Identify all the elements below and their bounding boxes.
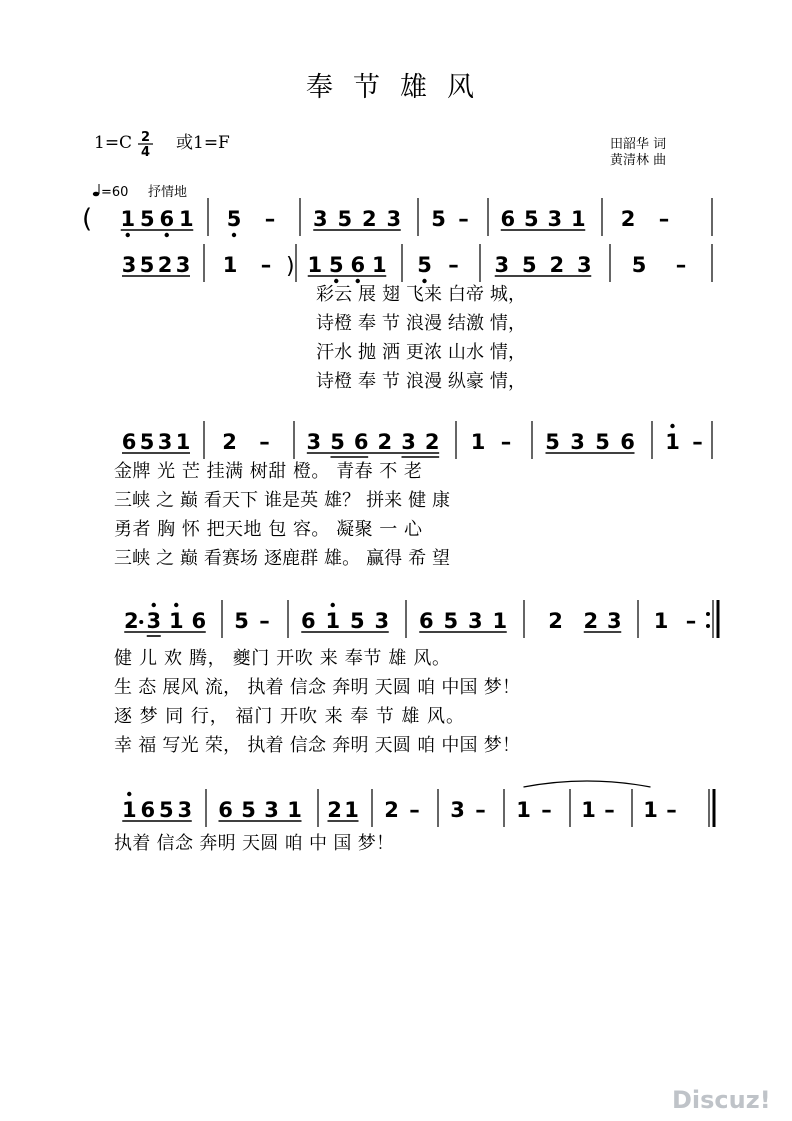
dash-note: – [458, 207, 469, 231]
dash-note: – [500, 430, 512, 454]
note: 6 [418, 609, 434, 633]
note: 2 [620, 207, 636, 231]
note: 3 [157, 430, 173, 454]
note: 6 [140, 798, 156, 822]
note: 1 [178, 207, 194, 231]
note: 6 [353, 430, 369, 454]
note: 3 [401, 430, 416, 454]
note: 1 [120, 207, 136, 231]
note: 2 [384, 798, 399, 822]
time-signature-bottom: 4 [141, 145, 151, 160]
tempo-value: =60 [101, 185, 129, 200]
quarter-note-icon [93, 184, 99, 196]
note: 1 [643, 798, 658, 822]
note: 5 [139, 207, 155, 231]
low-octave-dot [232, 233, 236, 237]
lyric-line: 诗橙 奉 节 浪漫 纵豪 情， [316, 371, 526, 392]
note: 1 [307, 253, 323, 277]
note: 3 [146, 609, 162, 633]
alternate-key: 或1=F [176, 133, 230, 153]
note: 5 [545, 430, 560, 454]
repeat-dot [706, 624, 710, 628]
low-octave-dot [126, 233, 130, 237]
note: 2 [157, 253, 173, 277]
note: 1 [665, 430, 680, 454]
note: 6 [121, 430, 137, 454]
watermark: Discuz! [672, 1086, 771, 1114]
song-title: 奉节雄风 [306, 72, 494, 103]
dash-note: – [260, 253, 272, 277]
repeat-paren-open: ( [82, 204, 93, 234]
dash-note: – [675, 253, 687, 277]
tempo-marking [93, 184, 187, 200]
lyric-line: 执着 信念 奔明 天圆 咱 中 国 梦！ [114, 833, 394, 854]
dash-note: – [658, 207, 670, 231]
note: 5 [631, 253, 647, 277]
note: 5 [139, 253, 155, 277]
note: 1 [581, 798, 596, 822]
lyric-line: 生 态 展风 流， 执着 信念 奔明 天圆 咱 中国 梦！ [114, 677, 520, 698]
repeat-paren-close: ) [286, 254, 295, 279]
dash-note: – [448, 253, 459, 277]
dash-note: – [409, 798, 420, 822]
note: 2 [222, 430, 237, 454]
high-octave-dot [174, 603, 178, 607]
note: 1 [492, 609, 508, 633]
note: 3 [467, 609, 483, 633]
note: 6 [159, 207, 175, 231]
high-octave-dot [152, 603, 156, 607]
note: 5 [234, 609, 249, 633]
note: 3 [570, 430, 585, 454]
dash-note: – [259, 609, 270, 633]
note: 1 [371, 253, 387, 277]
note: 2 [361, 207, 377, 231]
note: 3 [547, 207, 563, 231]
lyric-line: 健 儿 欢 腾， 夔门 开吹 来 奉节 雄 风。 [114, 648, 450, 669]
lyric-line: 三峡 之 巅 看赛场 逐鹿群 雄。 赢得 希 望 [114, 548, 450, 569]
note: 5 [226, 207, 242, 231]
lyric-line: 幸 福 写光 荣， 执着 信念 奔明 天圆 咱 中国 梦！ [114, 735, 520, 756]
note: 2 [123, 609, 139, 633]
lyric-line: 三峡 之 巅 看天下 谁是英 雄？ 拼来 健 康 [114, 490, 450, 511]
note: 6 [191, 609, 207, 633]
augmentation-dot [139, 620, 143, 624]
low-octave-dot [165, 233, 169, 237]
note: 3 [121, 253, 137, 277]
dash-note: – [475, 798, 486, 822]
note: 3 [264, 798, 279, 822]
note: 5 [443, 609, 459, 633]
lyric-line: 金牌 光 芒 挂满 树甜 橙。 青春 不 老 [114, 461, 422, 482]
note: 1 [325, 609, 341, 633]
note: 6 [620, 430, 635, 454]
repeat-dot [706, 612, 710, 616]
key-label: 1=C [94, 133, 133, 153]
dash-note: – [685, 609, 697, 633]
note: 1 [121, 798, 137, 822]
lyric-line: 逐 梦 同 行， 福门 开吹 来 奉 节 雄 风。 [114, 706, 464, 727]
note: 1 [516, 798, 531, 822]
note: 3 [177, 798, 193, 822]
note: 2 [424, 430, 440, 454]
system-5 [114, 781, 714, 854]
low-octave-dot [334, 279, 338, 283]
note: 3 [312, 207, 328, 231]
note: 2 [548, 609, 563, 633]
expression-marking: 抒情地 [148, 185, 188, 200]
note: 2 [327, 798, 342, 822]
note: 6 [350, 253, 366, 277]
high-octave-dot [331, 603, 335, 607]
note: 2 [377, 430, 393, 454]
note: 3 [576, 253, 592, 277]
note: 5 [330, 430, 345, 454]
note: 1 [344, 798, 359, 822]
note: 3 [494, 253, 510, 277]
note: 6 [500, 207, 516, 231]
composer-credit: 黄清林 曲 [610, 153, 667, 168]
note: 5 [158, 798, 174, 822]
system-4 [114, 600, 718, 756]
note: 3 [450, 798, 465, 822]
system-3 [114, 421, 712, 569]
note: 5 [349, 609, 365, 633]
key-signature [94, 130, 230, 160]
note: 6 [218, 798, 233, 822]
dash-note: – [541, 798, 552, 822]
system-1 [82, 198, 712, 237]
note: 1 [570, 207, 586, 231]
note: 1 [287, 798, 302, 822]
lyric-line: 诗橙 奉 节 浪漫 结激 情， [316, 313, 526, 334]
note: 5 [595, 430, 610, 454]
note: 2 [549, 253, 565, 277]
note: 1 [168, 609, 184, 633]
high-octave-dot [670, 424, 674, 428]
note: 5 [139, 430, 155, 454]
note: 3 [606, 609, 622, 633]
tie-slur [524, 781, 651, 787]
lyric-line: 汗水 抛 洒 更浓 山水 情， [316, 342, 526, 363]
note: 1 [222, 253, 238, 277]
dash-note: – [604, 798, 615, 822]
note: 5 [417, 253, 432, 277]
note: 5 [337, 207, 353, 231]
low-octave-dot [356, 279, 360, 283]
dash-note: – [666, 798, 677, 822]
note: 5 [328, 253, 344, 277]
dash-note: – [264, 207, 276, 231]
time-signature-top: 2 [141, 130, 151, 145]
note: 6 [300, 609, 316, 633]
note: 1 [175, 430, 191, 454]
lyricist-credit: 田韶华 词 [610, 137, 667, 152]
dash-note: – [259, 430, 270, 454]
lyric-line: 彩云 展 翅 飞来 白帝 城， [316, 284, 526, 305]
note: 3 [386, 207, 402, 231]
system-2 [122, 244, 712, 392]
note: 5 [521, 253, 537, 277]
note: 1 [470, 430, 486, 454]
note: 5 [523, 207, 539, 231]
note: 3 [175, 253, 191, 277]
note: 3 [306, 430, 322, 454]
low-octave-dot [422, 279, 426, 283]
lyric-line: 勇者 胸 怀 把天地 包 容。 凝聚 一 心 [114, 519, 422, 540]
high-octave-dot [127, 792, 131, 796]
dash-note: – [692, 430, 703, 454]
note: 3 [374, 609, 390, 633]
note: 2 [583, 609, 599, 633]
note: 1 [653, 609, 669, 633]
note: 5 [431, 207, 446, 231]
note: 5 [241, 798, 256, 822]
